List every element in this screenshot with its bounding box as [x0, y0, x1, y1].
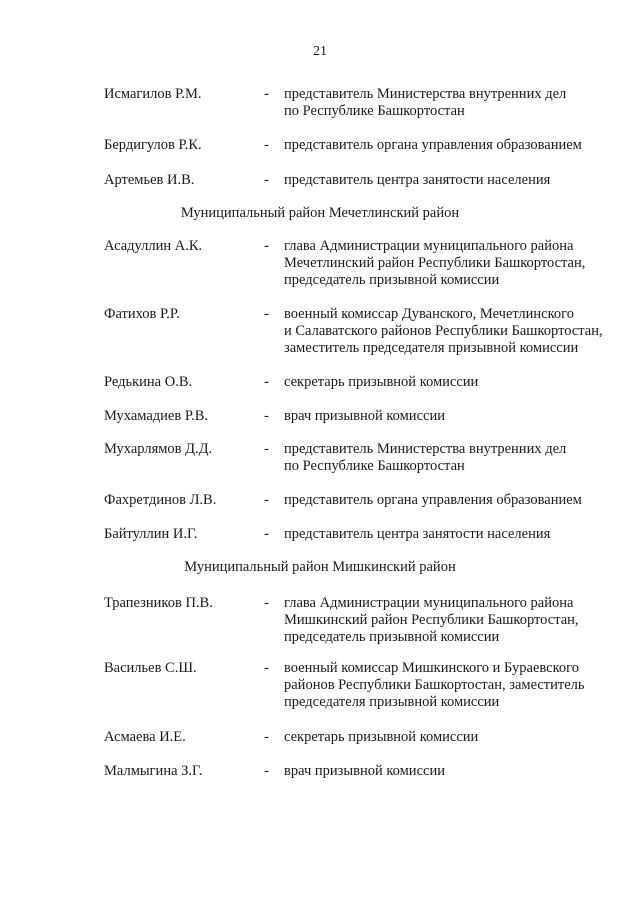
member-role [284, 763, 624, 780]
separator-dash: - [264, 660, 269, 676]
separator-dash: - [264, 526, 269, 542]
role-line: председателя призывной комиссии [284, 694, 500, 710]
role-line: заместитель председателя призывной комиссии [284, 340, 579, 356]
member-name: Бердигулов Р.К. [104, 137, 202, 153]
member-name: Редькина О.В. [104, 374, 193, 390]
page-number: 21 [313, 44, 327, 59]
role-line: представитель центра занятости населения [284, 172, 551, 188]
role-line: представитель органа управления образованием [284, 492, 582, 508]
role-line: секретарь призывной комиссии [284, 374, 479, 390]
role-line: представитель Министерства внутренних дел [284, 86, 567, 102]
member-role [284, 238, 624, 289]
separator-dash: - [264, 729, 269, 745]
member-role [284, 595, 624, 646]
member-role [284, 492, 624, 509]
separator-dash: - [264, 408, 269, 424]
separator-dash: - [264, 306, 269, 322]
role-line: военный комиссар Мишкинского и Бураевского [284, 660, 579, 676]
member-role [284, 306, 624, 357]
member-role [284, 729, 624, 746]
role-line: врач призывной комиссии [284, 408, 445, 424]
role-line: глава Администрации муниципального района [284, 595, 574, 611]
role-line: Мечетлинский район Республики Башкортостан, [284, 255, 586, 271]
member-role [284, 137, 624, 154]
member-role [284, 172, 624, 189]
member-name: Фахретдинов Л.В. [104, 492, 217, 508]
separator-dash: - [264, 492, 269, 508]
member-name: Байтуллин И.Г. [104, 526, 198, 542]
member-name: Трапезников П.В. [104, 595, 213, 611]
member-name: Асадуллин А.К. [104, 238, 203, 254]
role-line: глава Администрации муниципального района [284, 238, 574, 254]
role-line: председатель призывной комиссии [284, 272, 500, 288]
separator-dash: - [264, 86, 269, 102]
member-name: Фатихов Р.Р. [104, 306, 180, 322]
role-line: по Республике Башкортостан [284, 103, 465, 119]
member-role [284, 86, 624, 120]
role-line: секретарь призывной комиссии [284, 729, 479, 745]
member-role [284, 441, 624, 475]
role-line: и Салаватского районов Республики Башкортостан, [284, 323, 603, 339]
member-name: Мухамадиев Р.В. [104, 408, 209, 424]
member-name: Мухарлямов Д.Д. [104, 441, 213, 457]
separator-dash: - [264, 137, 269, 153]
role-line: врач призывной комиссии [284, 763, 445, 779]
separator-dash: - [264, 238, 269, 254]
member-name: Исмагилов Р.М. [104, 86, 202, 102]
member-name: Малмыгина З.Г. [104, 763, 203, 779]
member-role [284, 526, 624, 543]
role-line: председатель призывной комиссии [284, 629, 500, 645]
separator-dash: - [264, 763, 269, 779]
role-line: военный комиссар Дуванского, Мечетлинского [284, 306, 574, 322]
separator-dash: - [264, 441, 269, 457]
member-role [284, 660, 624, 711]
role-line: представитель Министерства внутренних дел [284, 441, 567, 457]
role-line: представитель центра занятости населения [284, 526, 551, 542]
member-name: Артемьев И.В. [104, 172, 195, 188]
member-name: Асмаева И.Е. [104, 729, 186, 745]
separator-dash: - [264, 595, 269, 611]
role-line: по Республике Башкортостан [284, 458, 465, 474]
district-heading: Муниципальный район Мишкинский район [184, 559, 456, 575]
member-role [284, 408, 624, 425]
separator-dash: - [264, 374, 269, 390]
role-line: Мишкинский район Республики Башкортостан, [284, 612, 579, 628]
district-heading: Муниципальный район Мечетлинский район [180, 205, 460, 221]
member-name: Васильев С.Ш. [104, 660, 197, 676]
role-line: представитель органа управления образованием [284, 137, 582, 153]
separator-dash: - [264, 172, 269, 188]
member-role [284, 374, 624, 391]
role-line: районов Республики Башкортостан, заместитель [284, 677, 585, 693]
